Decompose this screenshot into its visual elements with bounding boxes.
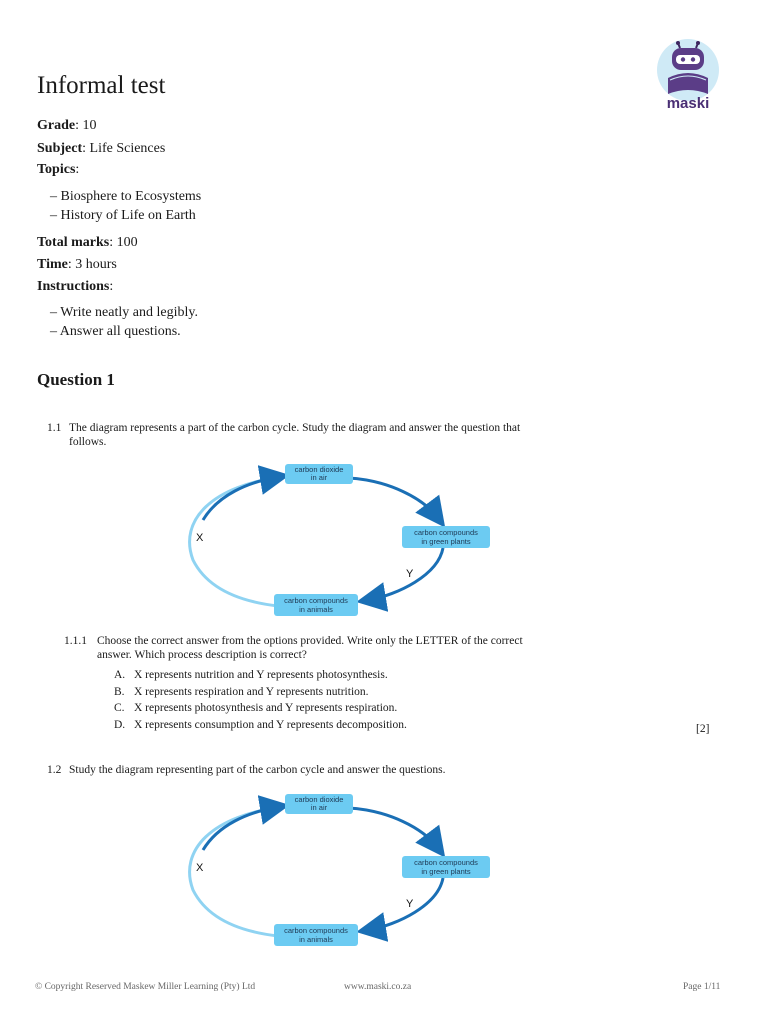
option-text: X represents respiration and Y represents nutrition. [134, 686, 369, 698]
question-number: 1.2 [47, 764, 62, 776]
footer-website[interactable]: www.maski.co.za [344, 982, 412, 992]
plants-box-label-2: in green plants [421, 537, 471, 546]
option-text: X represents consumption and Y represents decomposition. [134, 719, 407, 731]
carbon-cycle-diagram [183, 460, 493, 624]
instruction-item: – Write neatly and legibly. [50, 305, 198, 320]
subquestion-text: Choose the correct answer from the options provided. Write only the LETTER of the correct [97, 635, 523, 647]
option-text: X represents nutrition and Y represents photosynthesis. [134, 669, 388, 681]
animals-box-label-1: carbon compounds [284, 926, 348, 935]
subquestion-text-cont: answer. Which process description is correct? [97, 649, 307, 661]
time-line: Time: 3 hours [37, 257, 117, 272]
instructions-line: Instructions: [37, 279, 114, 294]
instruction-item: – Answer all questions. [50, 324, 181, 339]
option-letter: C. [114, 702, 125, 714]
grade-line: Grade: 10 [37, 118, 97, 133]
subject-line: Subject: Life Sciences [37, 141, 166, 156]
topics-line: Topics: [37, 162, 80, 177]
question-number: 1.1 [47, 422, 62, 434]
label-x: X [196, 862, 204, 874]
marks-allocation: [2] [696, 723, 710, 735]
topic-item: – Biosphere to Ecosystems [50, 189, 202, 204]
question-text: Study the diagram representing part of the carbon cycle and answer the questions. [69, 764, 446, 776]
footer-page-number: Page 1/11 [683, 982, 721, 992]
animals-box-label-1: carbon compounds [284, 596, 348, 605]
label-x: X [196, 532, 204, 544]
co2-box-label-1: carbon dioxide [294, 465, 344, 474]
label-y: Y [406, 898, 414, 910]
plants-box-label-1: carbon compounds [414, 858, 478, 867]
co2-box-label-2: in air [310, 803, 328, 812]
plants-box-label-1: carbon compounds [414, 528, 478, 537]
option-text: X represents photosynthesis and Y represents respiration. [134, 702, 398, 714]
option-letter: B. [114, 686, 125, 698]
carbon-cycle-diagram-2 [183, 790, 493, 954]
co2-box-label-2: in air [310, 473, 328, 482]
subquestion-number: 1.1.1 [64, 635, 87, 647]
question-text-cont: follows. [69, 436, 107, 448]
co2-box-label-1: carbon dioxide [294, 795, 344, 804]
animals-box-label-2: in animals [299, 605, 333, 614]
topic-item: – History of Life on Earth [50, 208, 196, 223]
option-letter: D. [114, 719, 126, 731]
page-title: Informal test [37, 72, 166, 99]
marks-line: Total marks: 100 [37, 235, 138, 250]
logo-text: maski [666, 95, 710, 112]
label-y: Y [406, 568, 414, 580]
animals-box-label-2: in animals [299, 935, 333, 944]
maski-logo [656, 38, 720, 118]
question-heading: Question 1 [37, 370, 115, 389]
footer-copyright: © Copyright Reserved Maskew Miller Learning (Pty) Ltd [35, 982, 256, 992]
option-letter: A. [114, 669, 126, 681]
question-text: The diagram represents a part of the carbon cycle. Study the diagram and answer the question that [69, 422, 521, 434]
plants-box-label-2: in green plants [421, 867, 471, 876]
